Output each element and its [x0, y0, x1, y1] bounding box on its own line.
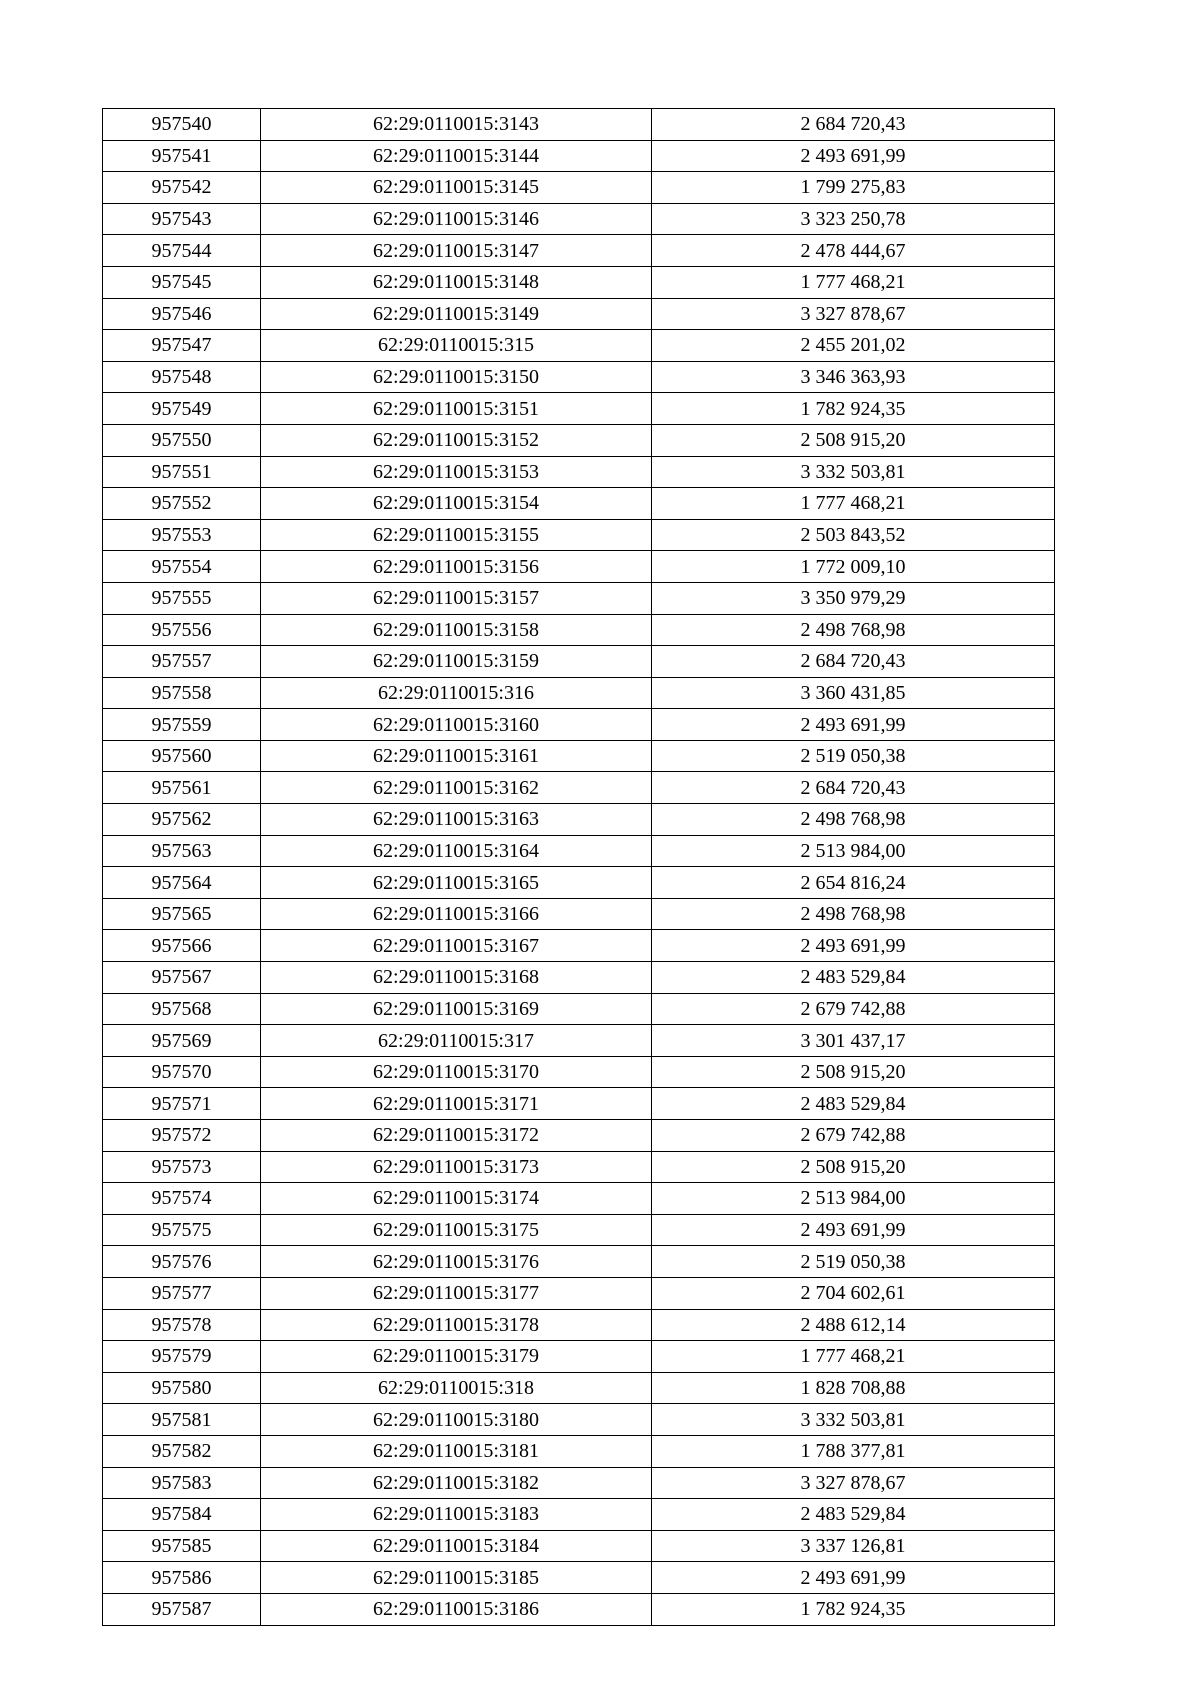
cadastral-value-cell: 2 684 720,43: [652, 772, 1055, 804]
table-row: [103, 1246, 1055, 1278]
cadastral-value-cell: 3 346 363,93: [652, 361, 1055, 393]
cadastral-number-cell: 62:29:0110015:3171: [261, 1088, 652, 1120]
cadastral-value-cell: 1 828 708,88: [652, 1372, 1055, 1404]
table-row: [103, 898, 1055, 930]
table-row: [103, 235, 1055, 267]
row-number-cell: 957559: [103, 709, 261, 741]
cadastral-value-table: [102, 108, 1055, 1626]
table-row: [103, 424, 1055, 456]
table-row: [103, 1435, 1055, 1467]
table-row: [103, 1088, 1055, 1120]
cadastral-number-cell: 62:29:0110015:3174: [261, 1183, 652, 1215]
cadastral-value-cell: 2 498 768,98: [652, 614, 1055, 646]
cadastral-number-cell: 62:29:0110015:315: [261, 330, 652, 362]
cadastral-number-cell: 62:29:0110015:3179: [261, 1341, 652, 1373]
row-number-cell: 957583: [103, 1467, 261, 1499]
table-row: [103, 172, 1055, 204]
cadastral-number-cell: 62:29:0110015:3164: [261, 835, 652, 867]
table-row: [103, 1404, 1055, 1436]
row-number-cell: 957582: [103, 1435, 261, 1467]
cadastral-number-cell: 62:29:0110015:3186: [261, 1593, 652, 1625]
table-row: [103, 1183, 1055, 1215]
cadastral-number-cell: 62:29:0110015:316: [261, 677, 652, 709]
cadastral-number-cell: 62:29:0110015:3143: [261, 109, 652, 141]
table-row: [103, 740, 1055, 772]
cadastral-number-cell: 62:29:0110015:3160: [261, 709, 652, 741]
cadastral-value-cell: 2 519 050,38: [652, 740, 1055, 772]
cadastral-value-cell: 3 350 979,29: [652, 582, 1055, 614]
table-body: [103, 109, 1055, 1626]
table-row: [103, 1530, 1055, 1562]
row-number-cell: 957568: [103, 993, 261, 1025]
cadastral-number-cell: 62:29:0110015:3173: [261, 1151, 652, 1183]
row-number-cell: 957557: [103, 646, 261, 678]
cadastral-number-cell: 62:29:0110015:3146: [261, 203, 652, 235]
table-row: [103, 835, 1055, 867]
cadastral-value-cell: 2 483 529,84: [652, 1499, 1055, 1531]
table-row: [103, 361, 1055, 393]
table-row: [103, 1593, 1055, 1625]
cadastral-number-cell: 62:29:0110015:3182: [261, 1467, 652, 1499]
cadastral-value-cell: 3 301 437,17: [652, 1025, 1055, 1057]
cadastral-value-cell: 2 508 915,20: [652, 1056, 1055, 1088]
row-number-cell: 957558: [103, 677, 261, 709]
table-row: [103, 519, 1055, 551]
cadastral-value-cell: 1 777 468,21: [652, 488, 1055, 520]
cadastral-number-cell: 62:29:0110015:3180: [261, 1404, 652, 1436]
row-number-cell: 957541: [103, 140, 261, 172]
cadastral-number-cell: 62:29:0110015:3148: [261, 266, 652, 298]
cadastral-value-cell: 2 684 720,43: [652, 109, 1055, 141]
table-row: [103, 867, 1055, 899]
cadastral-value-cell: 2 704 602,61: [652, 1277, 1055, 1309]
cadastral-number-cell: 62:29:0110015:3161: [261, 740, 652, 772]
row-number-cell: 957577: [103, 1277, 261, 1309]
cadastral-value-cell: 2 679 742,88: [652, 993, 1055, 1025]
table-row: [103, 1467, 1055, 1499]
row-number-cell: 957572: [103, 1120, 261, 1152]
cadastral-value-cell: 2 455 201,02: [652, 330, 1055, 362]
cadastral-value-cell: 1 772 009,10: [652, 551, 1055, 583]
row-number-cell: 957543: [103, 203, 261, 235]
cadastral-value-cell: 2 513 984,00: [652, 1183, 1055, 1215]
cadastral-number-cell: 62:29:0110015:3153: [261, 456, 652, 488]
cadastral-number-cell: 62:29:0110015:3156: [261, 551, 652, 583]
table-row: [103, 488, 1055, 520]
table-row: [103, 1309, 1055, 1341]
table-row: [103, 1562, 1055, 1594]
cadastral-value-cell: 2 508 915,20: [652, 1151, 1055, 1183]
cadastral-number-cell: 62:29:0110015:317: [261, 1025, 652, 1057]
table-row: [103, 962, 1055, 994]
row-number-cell: 957581: [103, 1404, 261, 1436]
row-number-cell: 957542: [103, 172, 261, 204]
cadastral-number-cell: 62:29:0110015:3165: [261, 867, 652, 899]
row-number-cell: 957586: [103, 1562, 261, 1594]
table-row: [103, 1372, 1055, 1404]
row-number-cell: 957552: [103, 488, 261, 520]
row-number-cell: 957574: [103, 1183, 261, 1215]
cadastral-number-cell: 62:29:0110015:3163: [261, 804, 652, 836]
table-row: [103, 203, 1055, 235]
table-row: [103, 993, 1055, 1025]
cadastral-value-cell: 3 323 250,78: [652, 203, 1055, 235]
cadastral-value-cell: 2 493 691,99: [652, 930, 1055, 962]
cadastral-value-cell: 2 493 691,99: [652, 1214, 1055, 1246]
cadastral-value-cell: 1 777 468,21: [652, 266, 1055, 298]
row-number-cell: 957551: [103, 456, 261, 488]
cadastral-number-cell: 62:29:0110015:3147: [261, 235, 652, 267]
cadastral-value-cell: 3 337 126,81: [652, 1530, 1055, 1562]
cadastral-number-cell: 62:29:0110015:3178: [261, 1309, 652, 1341]
cadastral-value-cell: 2 493 691,99: [652, 709, 1055, 741]
row-number-cell: 957580: [103, 1372, 261, 1404]
cadastral-value-cell: 2 493 691,99: [652, 140, 1055, 172]
row-number-cell: 957561: [103, 772, 261, 804]
table-row: [103, 1214, 1055, 1246]
cadastral-value-cell: 1 782 924,35: [652, 1593, 1055, 1625]
cadastral-value-cell: 2 519 050,38: [652, 1246, 1055, 1278]
cadastral-value-cell: 3 332 503,81: [652, 456, 1055, 488]
table-row: [103, 1499, 1055, 1531]
table-row: [103, 709, 1055, 741]
table-row: [103, 1056, 1055, 1088]
row-number-cell: 957540: [103, 109, 261, 141]
cadastral-number-cell: 62:29:0110015:3152: [261, 424, 652, 456]
row-number-cell: 957585: [103, 1530, 261, 1562]
cadastral-number-cell: 62:29:0110015:3145: [261, 172, 652, 204]
cadastral-value-cell: 2 508 915,20: [652, 424, 1055, 456]
cadastral-value-cell: 2 483 529,84: [652, 962, 1055, 994]
row-number-cell: 957579: [103, 1341, 261, 1373]
table-row: [103, 551, 1055, 583]
cadastral-value-cell: 2 488 612,14: [652, 1309, 1055, 1341]
cadastral-number-cell: 62:29:0110015:3158: [261, 614, 652, 646]
cadastral-number-cell: 62:29:0110015:3162: [261, 772, 652, 804]
row-number-cell: 957571: [103, 1088, 261, 1120]
cadastral-value-cell: 2 513 984,00: [652, 835, 1055, 867]
cadastral-value-cell: 1 799 275,83: [652, 172, 1055, 204]
table-row: [103, 1151, 1055, 1183]
cadastral-number-cell: 62:29:0110015:3168: [261, 962, 652, 994]
cadastral-value-cell: 2 483 529,84: [652, 1088, 1055, 1120]
table-row: [103, 330, 1055, 362]
cadastral-number-cell: 62:29:0110015:3176: [261, 1246, 652, 1278]
row-number-cell: 957584: [103, 1499, 261, 1531]
row-number-cell: 957563: [103, 835, 261, 867]
cadastral-number-cell: 62:29:0110015:3144: [261, 140, 652, 172]
cadastral-number-cell: 62:29:0110015:3181: [261, 1435, 652, 1467]
row-number-cell: 957549: [103, 393, 261, 425]
table-row: [103, 266, 1055, 298]
cadastral-value-cell: 1 777 468,21: [652, 1341, 1055, 1373]
cadastral-value-cell: 3 327 878,67: [652, 1467, 1055, 1499]
cadastral-number-cell: 62:29:0110015:3155: [261, 519, 652, 551]
cadastral-number-cell: 62:29:0110015:3151: [261, 393, 652, 425]
cadastral-value-cell: 2 498 768,98: [652, 898, 1055, 930]
cadastral-number-cell: 62:29:0110015:3167: [261, 930, 652, 962]
row-number-cell: 957553: [103, 519, 261, 551]
row-number-cell: 957560: [103, 740, 261, 772]
cadastral-number-cell: 62:29:0110015:3184: [261, 1530, 652, 1562]
table-row: [103, 1120, 1055, 1152]
cadastral-number-cell: 62:29:0110015:3159: [261, 646, 652, 678]
cadastral-number-cell: 62:29:0110015:3169: [261, 993, 652, 1025]
row-number-cell: 957575: [103, 1214, 261, 1246]
table-row: [103, 614, 1055, 646]
table-row: [103, 646, 1055, 678]
cadastral-number-cell: 62:29:0110015:3166: [261, 898, 652, 930]
table-row: [103, 1277, 1055, 1309]
cadastral-value-cell: 2 679 742,88: [652, 1120, 1055, 1152]
row-number-cell: 957573: [103, 1151, 261, 1183]
row-number-cell: 957562: [103, 804, 261, 836]
row-number-cell: 957569: [103, 1025, 261, 1057]
row-number-cell: 957564: [103, 867, 261, 899]
row-number-cell: 957576: [103, 1246, 261, 1278]
table-row: [103, 1025, 1055, 1057]
table-row: [103, 930, 1055, 962]
cadastral-number-cell: 62:29:0110015:3170: [261, 1056, 652, 1088]
row-number-cell: 957544: [103, 235, 261, 267]
table-row: [103, 109, 1055, 141]
cadastral-value-cell: 2 478 444,67: [652, 235, 1055, 267]
row-number-cell: 957545: [103, 266, 261, 298]
cadastral-value-cell: 1 788 377,81: [652, 1435, 1055, 1467]
row-number-cell: 957587: [103, 1593, 261, 1625]
cadastral-value-cell: 3 327 878,67: [652, 298, 1055, 330]
row-number-cell: 957548: [103, 361, 261, 393]
cadastral-value-cell: 3 360 431,85: [652, 677, 1055, 709]
row-number-cell: 957550: [103, 424, 261, 456]
cadastral-number-cell: 62:29:0110015:3172: [261, 1120, 652, 1152]
cadastral-number-cell: 62:29:0110015:318: [261, 1372, 652, 1404]
cadastral-value-cell: 3 332 503,81: [652, 1404, 1055, 1436]
cadastral-number-cell: 62:29:0110015:3175: [261, 1214, 652, 1246]
cadastral-number-cell: 62:29:0110015:3185: [261, 1562, 652, 1594]
row-number-cell: 957546: [103, 298, 261, 330]
cadastral-number-cell: 62:29:0110015:3157: [261, 582, 652, 614]
row-number-cell: 957555: [103, 582, 261, 614]
row-number-cell: 957566: [103, 930, 261, 962]
row-number-cell: 957554: [103, 551, 261, 583]
cadastral-value-cell: 2 493 691,99: [652, 1562, 1055, 1594]
table-row: [103, 456, 1055, 488]
cadastral-value-cell: 1 782 924,35: [652, 393, 1055, 425]
table-row: [103, 140, 1055, 172]
cadastral-number-cell: 62:29:0110015:3154: [261, 488, 652, 520]
table-row: [103, 677, 1055, 709]
table-row: [103, 1341, 1055, 1373]
cadastral-value-cell: 2 654 816,24: [652, 867, 1055, 899]
cadastral-number-cell: 62:29:0110015:3150: [261, 361, 652, 393]
cadastral-number-cell: 62:29:0110015:3177: [261, 1277, 652, 1309]
cadastral-number-cell: 62:29:0110015:3149: [261, 298, 652, 330]
table-row: [103, 804, 1055, 836]
row-number-cell: 957556: [103, 614, 261, 646]
row-number-cell: 957547: [103, 330, 261, 362]
row-number-cell: 957565: [103, 898, 261, 930]
cadastral-value-cell: 2 503 843,52: [652, 519, 1055, 551]
table-row: [103, 582, 1055, 614]
cadastral-value-cell: 2 498 768,98: [652, 804, 1055, 836]
row-number-cell: 957578: [103, 1309, 261, 1341]
row-number-cell: 957570: [103, 1056, 261, 1088]
table-row: [103, 393, 1055, 425]
cadastral-number-cell: 62:29:0110015:3183: [261, 1499, 652, 1531]
table-row: [103, 772, 1055, 804]
table-row: [103, 298, 1055, 330]
row-number-cell: 957567: [103, 962, 261, 994]
cadastral-value-cell: 2 684 720,43: [652, 646, 1055, 678]
